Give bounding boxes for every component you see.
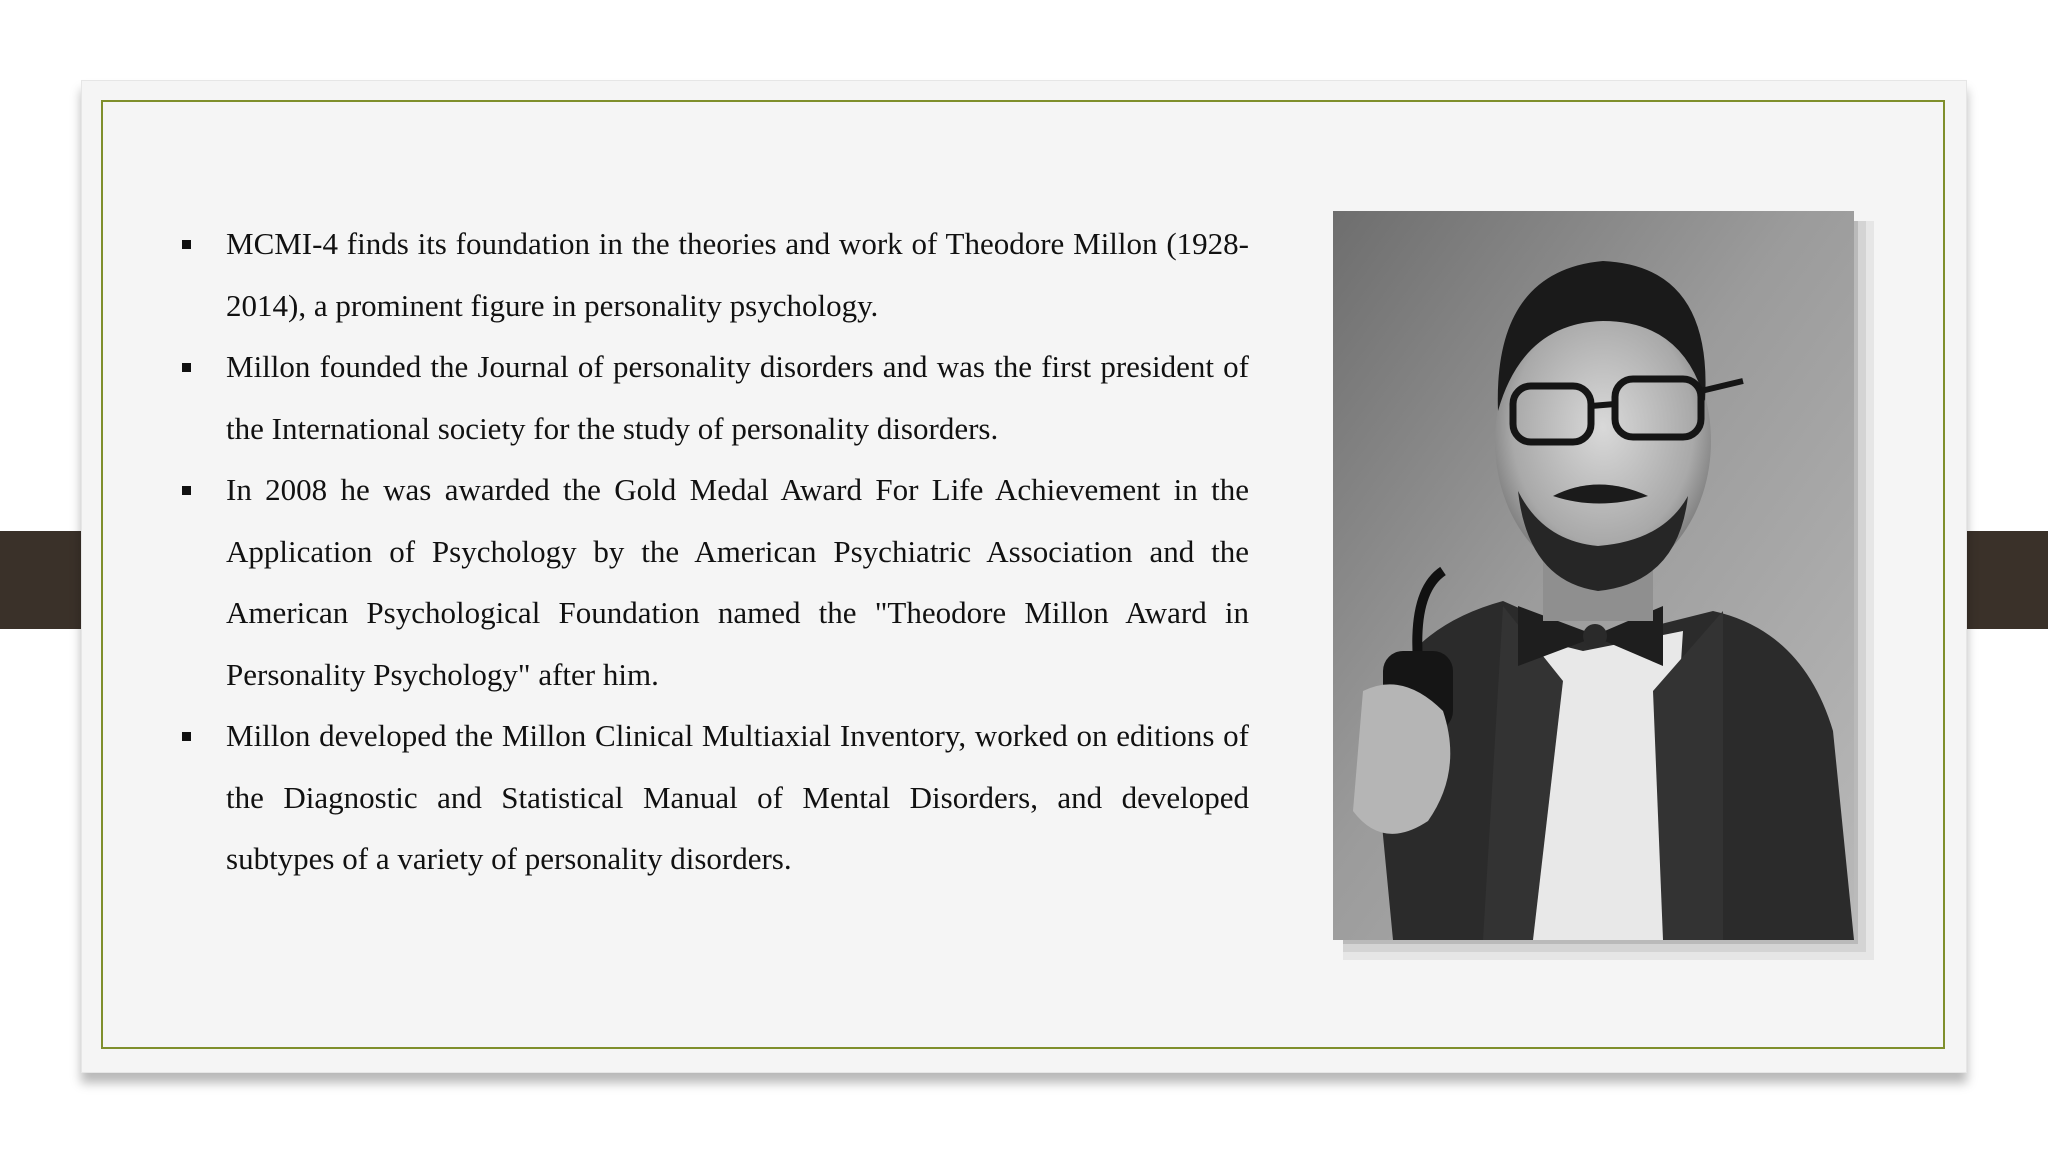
portrait-photo [1333, 211, 1854, 940]
bullet-text: Millon developed the Millon Clinical Multiaxial Inventory, worked on editions of the Diagnostic and Statistical Manual of Mental Disorders, and developed subtypes of a variety of personality disorders. [226, 718, 1249, 876]
bullet-text: In 2008 he was awarded the Gold Medal Award For Life Achievement in the Application of Psychology by the American Psychiatric Association and the American Psychological Foundation named the "Theodore Millon Award in Personality Psychology" after him. [226, 472, 1249, 692]
square-bullet-icon [182, 732, 191, 741]
square-bullet-icon [182, 363, 191, 372]
man-with-pipe-portrait-icon [1333, 211, 1854, 940]
square-bullet-icon [182, 486, 191, 495]
bullet-text: MCMI-4 finds its foundation in the theories and work of Theodore Millon (1928-2014), a prominent figure in personality psychology. [226, 226, 1249, 323]
bullet-item [182, 705, 1249, 890]
square-bullet-icon [182, 240, 191, 249]
bullet-list [182, 213, 1249, 890]
bullet-item [182, 336, 1249, 459]
bullet-item [182, 459, 1249, 705]
bullet-text: Millon founded the Journal of personality disorders and was the first president of the International society for the study of personality disorders. [226, 349, 1249, 446]
bullet-item [182, 213, 1249, 336]
